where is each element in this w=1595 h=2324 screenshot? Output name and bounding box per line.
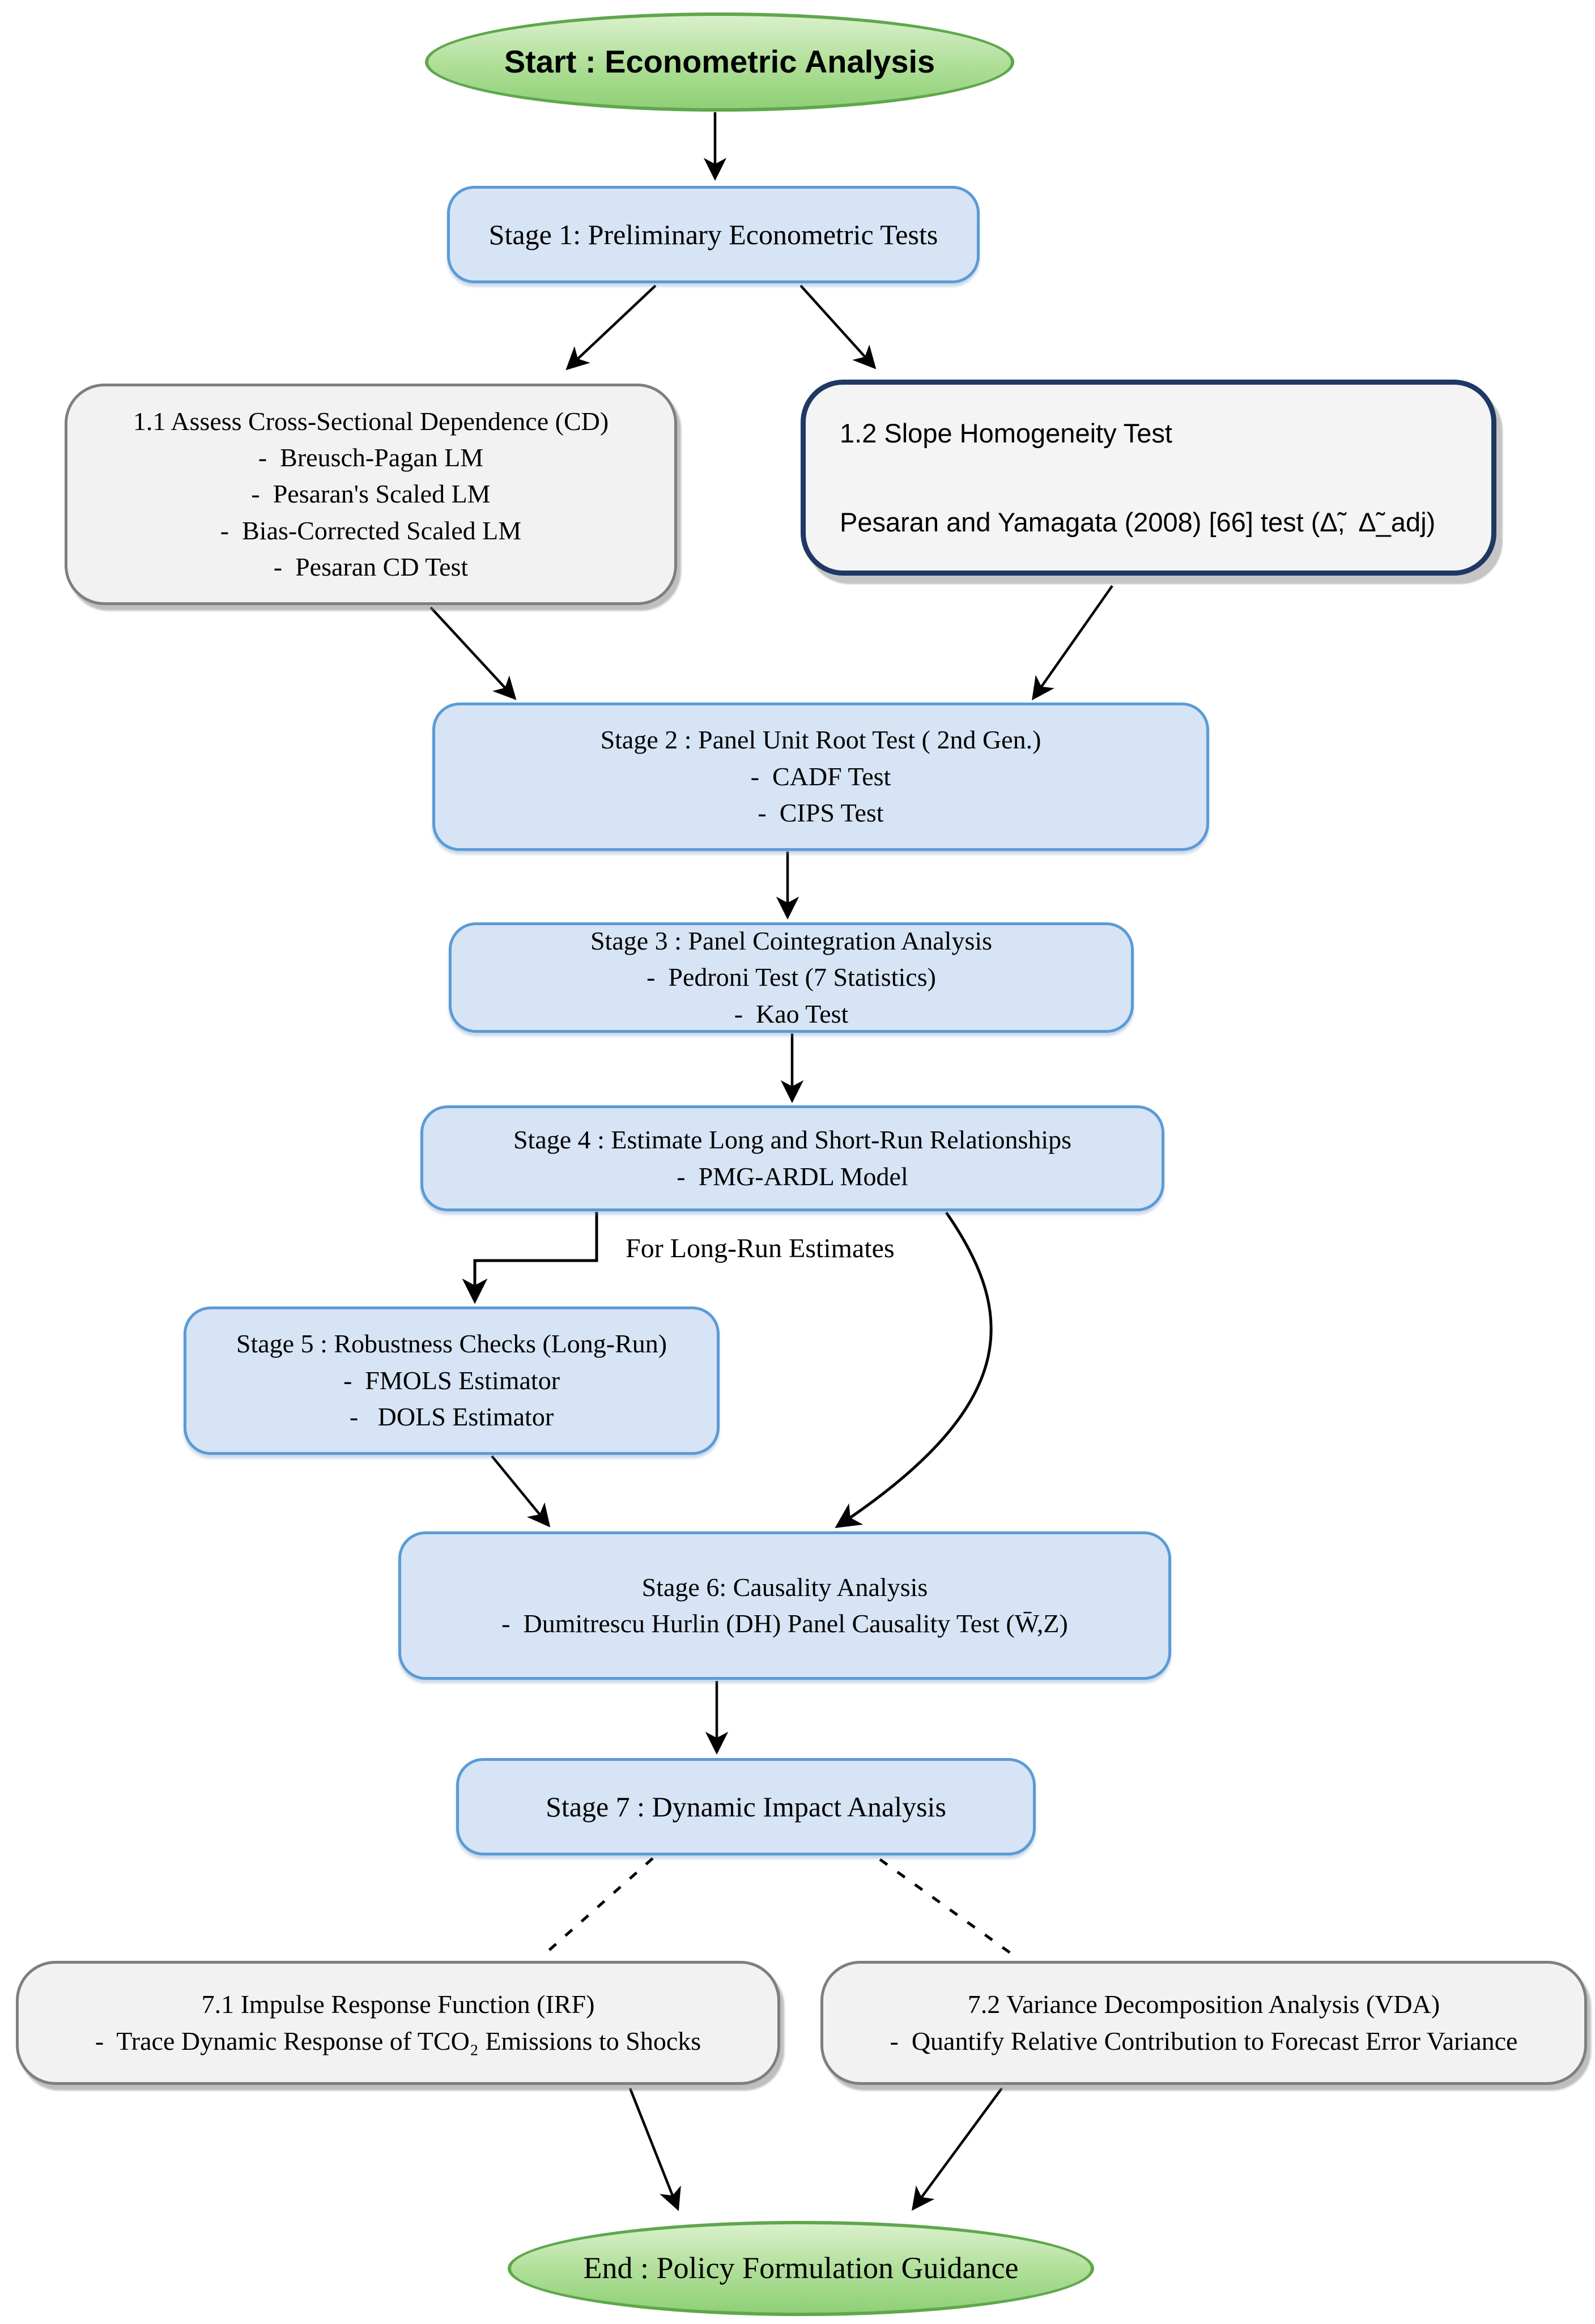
- connector-stage7-box71-dashed: [543, 1858, 653, 1956]
- stage4-box: [420, 1105, 1164, 1211]
- stage4-item: - PMG-ARDL Model: [677, 1161, 908, 1191]
- connector-stage4-stage5-elbow: [475, 1212, 597, 1301]
- box-1-1-title: 1.1 Assess Cross-Sectional Dependence (CD): [133, 406, 609, 436]
- stage3-item: - Pedroni Test (7 Statistics): [646, 963, 936, 992]
- box-7-1-title: 7.1 Impulse Response Function (IRF): [201, 1990, 595, 2019]
- connector-stage5-stage6: [492, 1456, 548, 1525]
- box-1-2-slope-homogeneity: [801, 380, 1496, 576]
- box-7-2-item: - Quantify Relative Contribution to Forecast Error Variance: [890, 2026, 1518, 2055]
- end-label: End : Policy Formulation Guidance: [583, 2251, 1019, 2285]
- stage2-title: Stage 2 : Panel Unit Root Test ( 2nd Gen.): [600, 725, 1041, 755]
- stage7-box: [456, 1758, 1036, 1855]
- stage2-box: [432, 703, 1209, 851]
- connector-box72-end: [913, 2088, 1002, 2208]
- stage5-box: [184, 1306, 720, 1455]
- stage6-title: Stage 6: Causality Analysis: [641, 1572, 928, 1602]
- stage6-item: - Dumitrescu Hurlin (DH) Panel Causality Test (W̄,Z): [501, 1609, 1068, 1638]
- box-1-1-item: - Breusch-Pagan LM: [258, 442, 484, 472]
- stage5-item: - DOLS Estimator: [349, 1402, 554, 1432]
- stage5-title: Stage 5 : Robustness Checks (Long-Run): [236, 1329, 667, 1359]
- stage3-box: [449, 922, 1134, 1033]
- long-run-estimates-label: For Long-Run Estimates: [626, 1233, 895, 1263]
- stage2-item: - CADF Test: [750, 761, 891, 791]
- stage6-box: [398, 1531, 1171, 1680]
- box-1-1-item: - Pesaran's Scaled LM: [251, 479, 491, 509]
- box-7-2-variance-decomposition: [820, 1961, 1587, 2085]
- stage3-title: Stage 3 : Panel Cointegration Analysis: [590, 926, 993, 955]
- start-label: Start : Econometric Analysis: [504, 44, 935, 80]
- stage3-item: - Kao Test: [734, 999, 849, 1028]
- connector-stage7-box72-dashed: [880, 1859, 1014, 1956]
- box-1-2-title: 1.2 Slope Homogeneity Test: [840, 418, 1172, 449]
- box-1-1-cross-sectional-dependence: [65, 384, 677, 605]
- connector-box11-stage2: [431, 607, 514, 698]
- connector-box12-stage2: [1033, 586, 1112, 698]
- box-7-2-title: 7.2 Variance Decomposition Analysis (VDA): [967, 1990, 1440, 2019]
- box-7-1-item: - Trace Dynamic Response of TCO₂ Emissions to Shocks: [95, 2026, 701, 2055]
- start-terminator: [425, 12, 1014, 112]
- connector-box71-end: [630, 2088, 678, 2208]
- connector-stage1-box12: [801, 286, 874, 367]
- stage5-item: - FMOLS Estimator: [343, 1365, 560, 1395]
- box-1-1-item: - Bias-Corrected Scaled LM: [220, 516, 522, 545]
- box-1-1-item: - Pesaran CD Test: [273, 552, 469, 582]
- stage1-title: Stage 1: Preliminary Econometric Tests: [488, 219, 938, 250]
- end-terminator: [508, 2221, 1094, 2316]
- box-1-2-subtitle: Pesaran and Yamagata (2008) [66] test (Δ̃, Δ̃_adj): [840, 506, 1436, 537]
- connector-stage1-box11: [568, 286, 656, 368]
- stage2-item: - CIPS Test: [758, 798, 884, 828]
- stage1-box: [447, 186, 980, 283]
- stage7-title: Stage 7 : Dynamic Impact Analysis: [546, 1791, 946, 1823]
- stage4-title: Stage 4 : Estimate Long and Short-Run Relationships: [513, 1125, 1072, 1155]
- box-7-1-impulse-response: [16, 1961, 780, 2085]
